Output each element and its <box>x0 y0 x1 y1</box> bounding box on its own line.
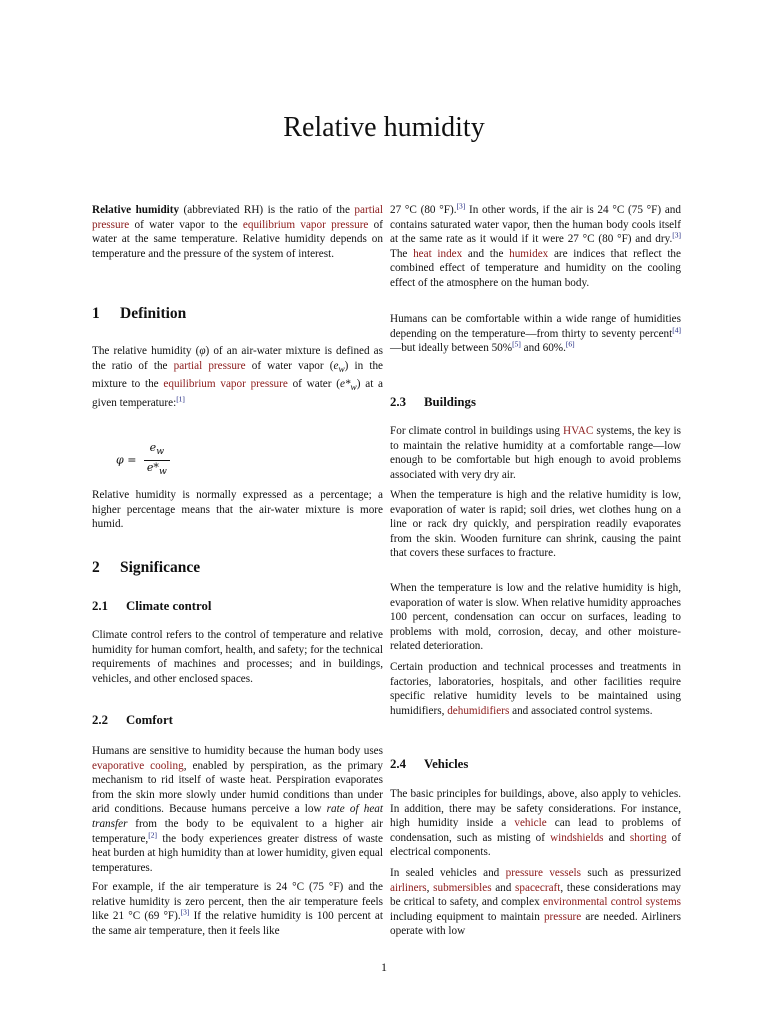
citation-link[interactable]: [5] <box>512 339 521 349</box>
buildings-paragraph-2: When the temperature is high and the relative humidity is low, evaporation of water is rapid; soil dries, wet clothes hung on a line or rack dry quickly, and perspiration readily evaporates from the skin. Wooden furniture can shrink, causing the paint that covers these surfaces to fracture. <box>390 489 681 560</box>
subsection-heading-comfort: 2.2 Comfort <box>92 713 173 727</box>
intro-paragraph: Relative humidity (abbreviated RH) is the ratio of the partial pressure of water vapor to the equilibrium vapor pressure of water at the same temperature. Relative humidity depends on temperature and the pressure of the system of interest. <box>92 204 383 260</box>
comfort-paragraph-1: Humans are sensitive to humidity because the human body uses evaporative cooling, enabled by perspiration, as the primary mechanism to rid itself of waste heat. Perspiration evaporates from the skin more slowly under humid conditions than under arid conditions. Because humans perceive a low rate of heat transfer from the body to be equivalent to a higher air temperature,[2] the body experiences greater distress of waste heat burden at high humidity than at lower humidity, given equal temperatures. <box>92 745 383 874</box>
rh-formula: φ = $\frac{e_w}{e*_w}$ <box>116 441 170 480</box>
vehicles-paragraph-1: The basic principles for buildings, above, also apply to vehicles. In addition, there may be safety considerations. For instance, high humidity inside a vehicle can lead to problems of condensation, such as misting of windshields and shorting of electrical components. <box>390 788 682 859</box>
link-partial-pressure[interactable]: partial pressure <box>92 204 383 231</box>
buildings-paragraph-4: Certain production and technical processes and treatments in factories, laboratories, hospitals, and other facilities require specific relative humidity levels to be maintained using humidifiers, dehumidifiers and associated control systems. <box>390 661 681 717</box>
citation-link[interactable]: [3] <box>456 201 466 211</box>
page-number: 1 <box>381 960 387 974</box>
link-hvac[interactable]: HVAC <box>563 425 594 437</box>
formula-fraction: $\frac{e_w}{e*_w}$ <box>144 441 170 480</box>
link-equilibrium-vapor-pressure[interactable]: equilibrium vapor pressure <box>242 218 369 231</box>
citation-link[interactable]: [3] <box>180 907 190 917</box>
buildings-paragraph-3: When the temperature is low and the relative humidity is high, evaporation of water is slow. When relative humidity approaches 100 percent, condensation can occur on surfaces, leading to problems with mold, corrosion, decay, and other moisture-related deterioration. <box>390 582 681 653</box>
link-equilibrium-vapor-pressure-2[interactable]: equilibrium vapor pressure <box>163 378 288 391</box>
link-submersibles[interactable]: submersibles <box>433 881 492 894</box>
link-airliners[interactable]: airliners <box>390 881 427 894</box>
link-vehicle[interactable]: vehicle <box>514 817 547 830</box>
page-title: Relative humidity <box>283 112 485 143</box>
link-pressure-vessels[interactable]: pressure vessels <box>505 867 582 879</box>
intro-term: Relative humidity <box>92 204 180 216</box>
citation-link[interactable]: [4] <box>672 324 681 334</box>
citation-link[interactable]: [2] <box>148 829 157 839</box>
vehicles-paragraph-2: In sealed vehicles and pressure vessels such as pressurized airliners, submersibles and spacecraft, these considerations may be critical to safety, and complex environmental control systems including equipment to maintain pressure are needed. Airliners operate with low <box>390 867 682 938</box>
link-dehumidifiers[interactable]: dehumidifiers <box>447 704 510 717</box>
percentage-paragraph: Relative humidity is normally expressed as a percentage; a higher percentage means that the air-water mixture is more humid. <box>92 489 383 531</box>
link-humidex[interactable]: humidex <box>509 247 549 260</box>
citation-link[interactable]: [1] <box>176 394 185 404</box>
link-pressure[interactable]: pressure <box>543 910 582 923</box>
citation-link[interactable]: [3] <box>672 230 681 240</box>
section-heading-significance: 2 Significance <box>92 559 201 576</box>
citation-link[interactable]: [6] <box>565 339 575 349</box>
climate-control-paragraph: Climate control refers to the control of temperature and relative humidity for human comfort, health, and safety; for the technical requirements of machines and processes; and in buildings, vehicles, and other enclosed spaces. <box>92 629 383 685</box>
comfort-paragraph-2: For example, if the air temperature is 24 °C (75 °F) and the relative humidity is zero percent, then the air temperature feels like 21 °C (69 °F).[3] If the relative humidity is 100 percent at the same air temperature, then it feels like <box>92 881 383 937</box>
section-heading-definition: 1 Definition <box>92 305 187 322</box>
buildings-paragraph-1: For climate control in buildings using HVAC systems, the key is to maintain the relative humidity at a comfortable range—low enough to be comfortable but high enough to avoid problems associated with very dry air. <box>390 425 681 481</box>
subsection-heading-climate-control: 2.1 Climate control <box>92 599 212 613</box>
link-environmental-control-systems[interactable]: environmental control systems <box>542 896 681 909</box>
comfort-continuation-paragraph: 27 °C (80 °F).[3] In other words, if the air is 24 °C (75 °F) and contains saturated water vapor, then the human body cools itself at the same rate as it would if it were 27 °C (80 °F) and dry.[3] The heat index and the humidex are indices that reflect the combined effect of temperature and humidity on the cooling effect of the atmosphere on the human body. <box>390 201 681 289</box>
definition-paragraph: The relative humidity (φ) of an air-water mixture is defined as the ratio of the partial pressure of water vapor $(e_w)$ in the mixture to the equilibrium vapor pressure of water $(e*_w)$ at a given temperature:[1] <box>92 345 384 410</box>
link-spacecraft[interactable]: spacecraft <box>515 881 561 894</box>
comfort-range-paragraph: Humans can be comfortable within a wide range of humidities depending on the temperature—from thirty to seventy percent[4]—but ideally between 50%[5] and 60%.[6] <box>390 313 681 355</box>
subsection-heading-vehicles: 2.4 Vehicles <box>390 757 469 771</box>
link-shorting[interactable]: shorting <box>629 831 667 844</box>
link-windshields[interactable]: windshields <box>550 831 604 844</box>
link-heat-index[interactable]: heat index <box>413 247 463 260</box>
subsection-heading-buildings: 2.3 Buildings <box>390 395 476 409</box>
link-evaporative-cooling[interactable]: evaporative cooling <box>92 759 184 772</box>
link-partial-pressure-2[interactable]: partial pressure <box>173 359 246 372</box>
